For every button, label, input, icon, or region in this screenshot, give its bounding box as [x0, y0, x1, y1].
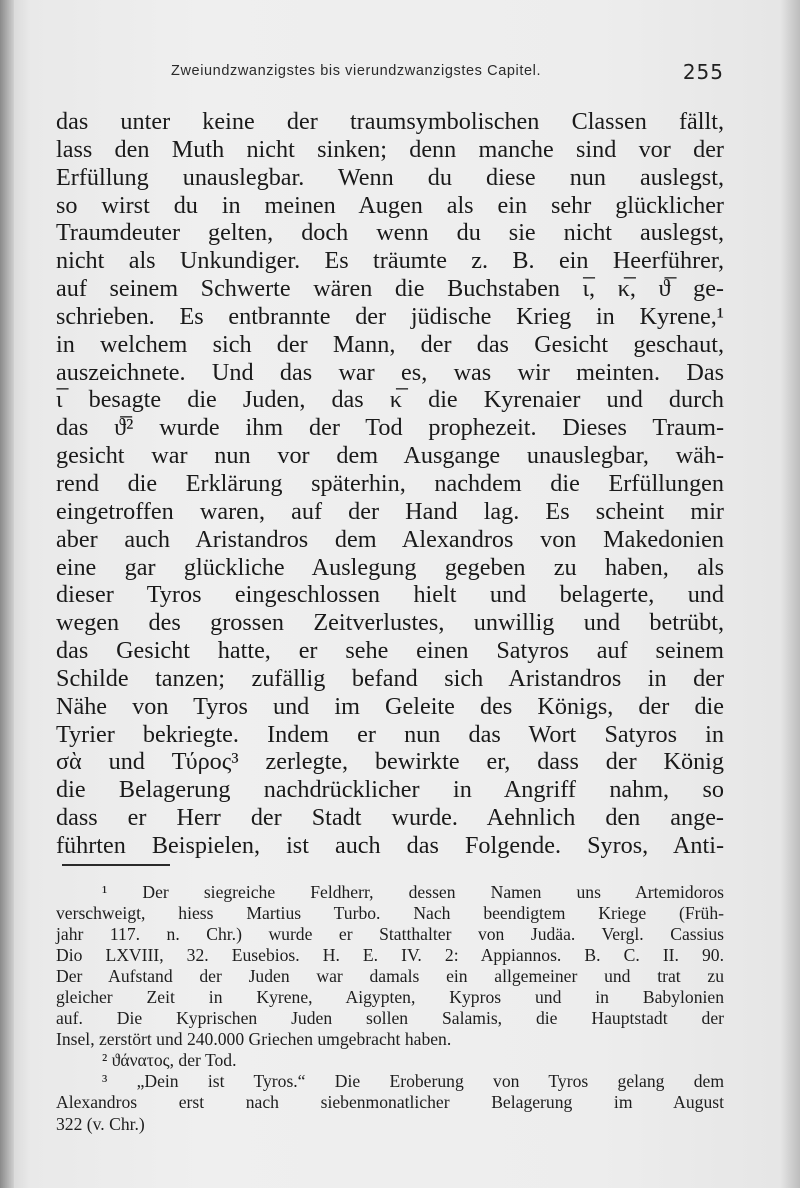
text-line: führten Beispielen, ist auch das Folgende. Syros, Anti-: [56, 831, 724, 859]
page-number: 255: [682, 60, 724, 84]
text-line: Traumdeuter gelten, doch wenn du sie nicht auslegst,: [56, 219, 724, 247]
text-line: das ϑ̅² wurde ihm der Tod prophezeit. Dieses Traum-: [56, 414, 724, 442]
footnote-line: Alexandros erst nach siebenmonatlicher Belagerung im August: [56, 1092, 724, 1113]
footnote-line: auf. Die Kyprischen Juden sollen Salamis, die Hauptstadt der: [56, 1008, 724, 1029]
text-line: nicht als Unkundiger. Es träumte z. B. ein Heerführer,: [56, 247, 724, 275]
running-head: Zweiundzwanzigstes bis vierundzwanzigstes Capitel.: [171, 63, 542, 79]
footnote-line: Dio LXVIII, 32. Eusebios. H. E. IV. 2: Appiannos. B. C. II. 90.: [56, 945, 724, 966]
text-line: gesicht war nun vor dem Ausgange unauslegbar, wäh-: [56, 442, 724, 470]
page-header: [56, 60, 724, 90]
text-line: eine gar glückliche Auslegung gegeben zu haben, als: [56, 553, 724, 581]
main-text: [56, 108, 724, 860]
text-line: dieser Tyros eingeschlossen hielt und belagerte, und: [56, 581, 724, 609]
footnote-line: ² ϑάνατος, der Tod.: [102, 1050, 237, 1071]
page-binding-shadow: [0, 0, 14, 1188]
text-line: aber auch Aristandros dem Alexandros von Makedonien: [56, 525, 724, 553]
text-line: wegen des grossen Zeitverlustes, unwillig und betrübt,: [56, 609, 724, 637]
text-line: lass den Muth nicht sinken; denn manche sind vor der: [56, 135, 724, 163]
text-line: Tyrier bekriegte. Indem er nun das Wort Satyros in: [56, 720, 724, 748]
text-line: auf seinem Schwerte wären die Buchstaben ι̅, κ̅, ϑ̅ ge-: [56, 275, 724, 303]
text-line: das Gesicht hatte, er sehe einen Satyros auf seinem: [56, 637, 724, 665]
text-line: rend die Erklärung späterhin, nachdem die Erfüllungen: [56, 469, 724, 497]
text-line: das unter keine der traumsymbolischen Classen fällt,: [56, 108, 724, 135]
text-line: dass er Herr der Stadt wurde. Aehnlich den ange-: [56, 804, 724, 832]
footnote-line: Insel, zerstört und 240.000 Griechen umgebracht haben.: [56, 1029, 452, 1050]
text-line: Erfüllung unauslegbar. Wenn du diese nun auslegst,: [56, 163, 724, 191]
footnote-line: Der Aufstand der Juden war damals ein allgemeiner und trat zu: [56, 966, 724, 987]
footnotes: [56, 882, 724, 1135]
footnote-line: gleicher Zeit in Kyrene, Aigypten, Kypros und in Babylonien: [56, 987, 724, 1008]
text-line: σὰ und Τύρος³ zerlegte, bewirkte er, dass der König: [56, 748, 724, 776]
footnote-divider: [62, 864, 170, 866]
text-line: ι̅ besagte die Juden, das κ̅ die Kyrenaier und durch: [56, 386, 724, 414]
text-line: so wirst du in meinen Augen als ein sehr glücklicher: [56, 191, 724, 219]
text-line: Schilde tanzen; zufällig befand sich Aristandros in der: [56, 664, 724, 692]
footnote-line: verschweigt, hiess Martius Turbo. Nach beendigtem Kriege (Früh-: [56, 903, 724, 924]
text-line: eingetroffen waren, auf der Hand lag. Es scheint mir: [56, 497, 724, 525]
text-line: in welchem sich der Mann, der das Gesicht geschaut,: [56, 330, 724, 358]
text-line: die Belagerung nachdrücklicher in Angriff nahm, so: [56, 776, 724, 804]
text-line: auszeichnete. Und das war es, was wir meinten. Das: [56, 358, 724, 386]
footnote-line: 322 (v. Chr.): [56, 1113, 145, 1134]
text-line: Nähe von Tyros und im Geleite des Königs, der die: [56, 692, 724, 720]
footnote-line: ³ „Dein ist Tyros.“ Die Eroberung von Tyros gelang dem: [102, 1071, 724, 1092]
footnote-line: ¹ Der siegreiche Feldherr, dessen Namen uns Artemidoros: [102, 882, 724, 902]
footnote-line: jahr 117. n. Chr.) wurde er Statthalter von Judäa. Vergl. Cassius: [56, 924, 724, 945]
text-line: schrieben. Es entbrannte der jüdische Krieg in Kyrene,¹: [56, 302, 724, 330]
